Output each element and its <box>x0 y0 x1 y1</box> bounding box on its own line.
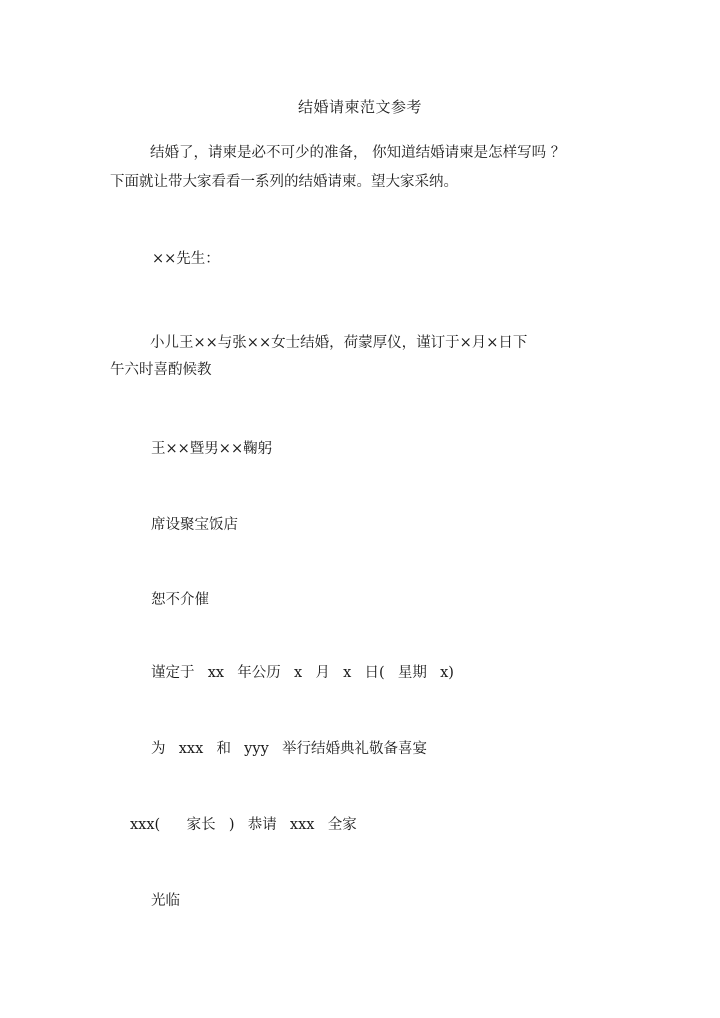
intro-line-1: 结婚了，请柬是必不可少的准备， 你知道结婚请柬是怎样写吗 ？ <box>150 145 566 161</box>
closing-line: 光临 <box>151 893 180 909</box>
invitation-body-line-2: 午六时喜酌候教 <box>110 362 212 378</box>
invitation-body-line-1: 小儿王××与张××女士结婚，荷蒙厚仪，谨订于×月×日下 <box>150 335 528 351</box>
venue-line: 席设聚宝饭店 <box>151 517 238 533</box>
event-line: 为 xxx 和 yyy 举行结婚典礼敬备喜宴 <box>151 741 427 757</box>
no-pressure-line: 恕不介催 <box>151 592 209 608</box>
document-title: 结婚请柬范文参考 <box>297 98 422 116</box>
invite-line: xxx( 家长 ) 恭请 xxx 全家 <box>130 817 357 833</box>
host-signature: 王××暨男××鞠躬 <box>151 441 273 457</box>
date-line: 谨定于 xx 年公历 x 月 x 日( 星期 x) <box>151 665 454 681</box>
intro-line-2: 下面就让带大家看看一系列的结婚请柬。望大家采纳。 <box>110 174 458 190</box>
salutation: ××先生： <box>152 251 220 267</box>
